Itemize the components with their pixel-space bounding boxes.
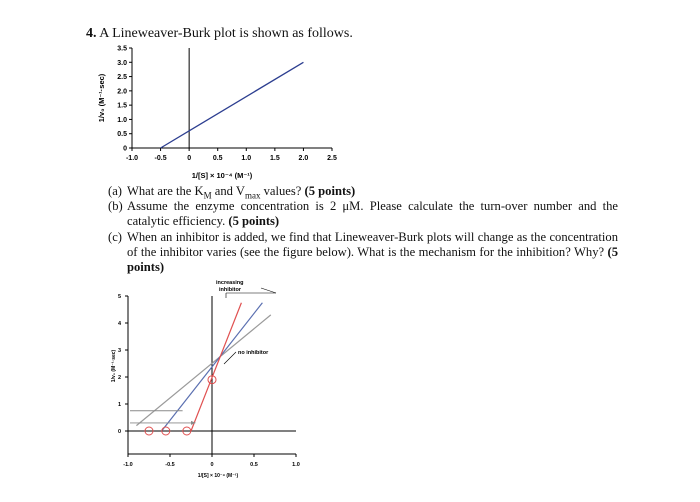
x-tick-label: 1.5 bbox=[269, 155, 280, 162]
text-segment: When an inhibitor is added, we find that Lineweaver-Burk plots will change as the concentration of the inhibitor varies (see the figure below). What is the mechanism for the inhibition? Why? bbox=[127, 230, 618, 260]
y-tick-label: 3 bbox=[117, 348, 121, 354]
part-c bbox=[108, 230, 618, 276]
y-tick-label: 5 bbox=[117, 294, 121, 300]
y-tick-label: 4 bbox=[117, 321, 121, 327]
y-tick-label: 1.0 bbox=[117, 116, 127, 124]
part-label: (c) bbox=[108, 230, 122, 244]
part-label: (a) bbox=[108, 184, 122, 198]
y-tick-label: 2.5 bbox=[117, 74, 127, 82]
question-number: 4. bbox=[86, 26, 97, 41]
lineweaver-burk-plot bbox=[92, 40, 342, 190]
x-tick-label: 2.0 bbox=[298, 155, 309, 162]
x-tick-label: 0.5 bbox=[212, 155, 223, 162]
data-line bbox=[191, 303, 241, 431]
question-title: A Lineweaver-Burk plot is shown as follows. bbox=[99, 26, 353, 41]
text-segment: M bbox=[203, 190, 212, 201]
y-tick-label: 2 bbox=[117, 375, 121, 381]
y-tick-label: 0 bbox=[123, 145, 127, 153]
points-label: (5 points) bbox=[127, 245, 618, 275]
x-tick-label: 2.5 bbox=[327, 155, 337, 162]
part-b bbox=[108, 199, 618, 229]
x-tick-label: 0 bbox=[187, 155, 192, 162]
data-line bbox=[161, 62, 304, 148]
x-tick-label: -0.5 bbox=[154, 155, 167, 162]
y-tick-label: 1 bbox=[117, 402, 121, 408]
part-text bbox=[127, 199, 618, 229]
text-segment: and V bbox=[211, 184, 245, 198]
text-segment: What are the K bbox=[127, 184, 204, 198]
annotation-increasing: increasing bbox=[216, 280, 244, 286]
x-axis-label: 1/[S] × 10⁻⁴ (M⁻¹) bbox=[191, 171, 253, 180]
annotation-pointer bbox=[224, 352, 236, 364]
y-tick-label: 0 bbox=[117, 429, 121, 435]
x-tick-label: 0 bbox=[210, 462, 214, 468]
x-tick-label: -0.5 bbox=[165, 462, 175, 468]
points-label: (5 points) bbox=[228, 214, 280, 229]
annotation-pointer bbox=[261, 288, 276, 293]
y-tick-label: 2.0 bbox=[117, 88, 127, 96]
x-tick-label: 1.0 bbox=[241, 155, 252, 162]
y-tick-label: 1.5 bbox=[117, 102, 127, 110]
y-tick-label: 3.5 bbox=[117, 45, 127, 53]
y-axis-label: 1/v₀ (M⁻¹·sec) bbox=[97, 73, 106, 123]
part-text bbox=[127, 230, 618, 276]
y-axis-label: 1/v₀ (M⁻¹·sec) bbox=[111, 349, 117, 383]
x-tick-label: 0.5 bbox=[250, 462, 258, 468]
text-segment: Assume the enzyme concentration is 2 μM. Please calculate the turn-over number and the catalytic efficiency. bbox=[127, 199, 618, 229]
inhibition-plot bbox=[106, 276, 306, 481]
x-tick-label: -1.0 bbox=[123, 462, 133, 468]
y-tick-label: 3.0 bbox=[117, 59, 127, 67]
annotation-no-inhibitor: no inhibitor bbox=[238, 350, 269, 356]
points-label: (5 points) bbox=[304, 184, 356, 198]
annotation-inhibitor: inhibitor bbox=[219, 287, 241, 293]
x-tick-label: 1.0 bbox=[292, 462, 300, 468]
data-line bbox=[136, 315, 270, 426]
text-segment: max bbox=[244, 190, 261, 201]
y-tick-label: 0.5 bbox=[117, 131, 127, 139]
text-segment: values? bbox=[260, 184, 305, 198]
x-axis-label: 1/[S] × 10⁻⁴ (M⁻¹) bbox=[197, 473, 239, 479]
x-tick-label: -1.0 bbox=[125, 155, 139, 162]
part-label: (b) bbox=[108, 199, 123, 213]
